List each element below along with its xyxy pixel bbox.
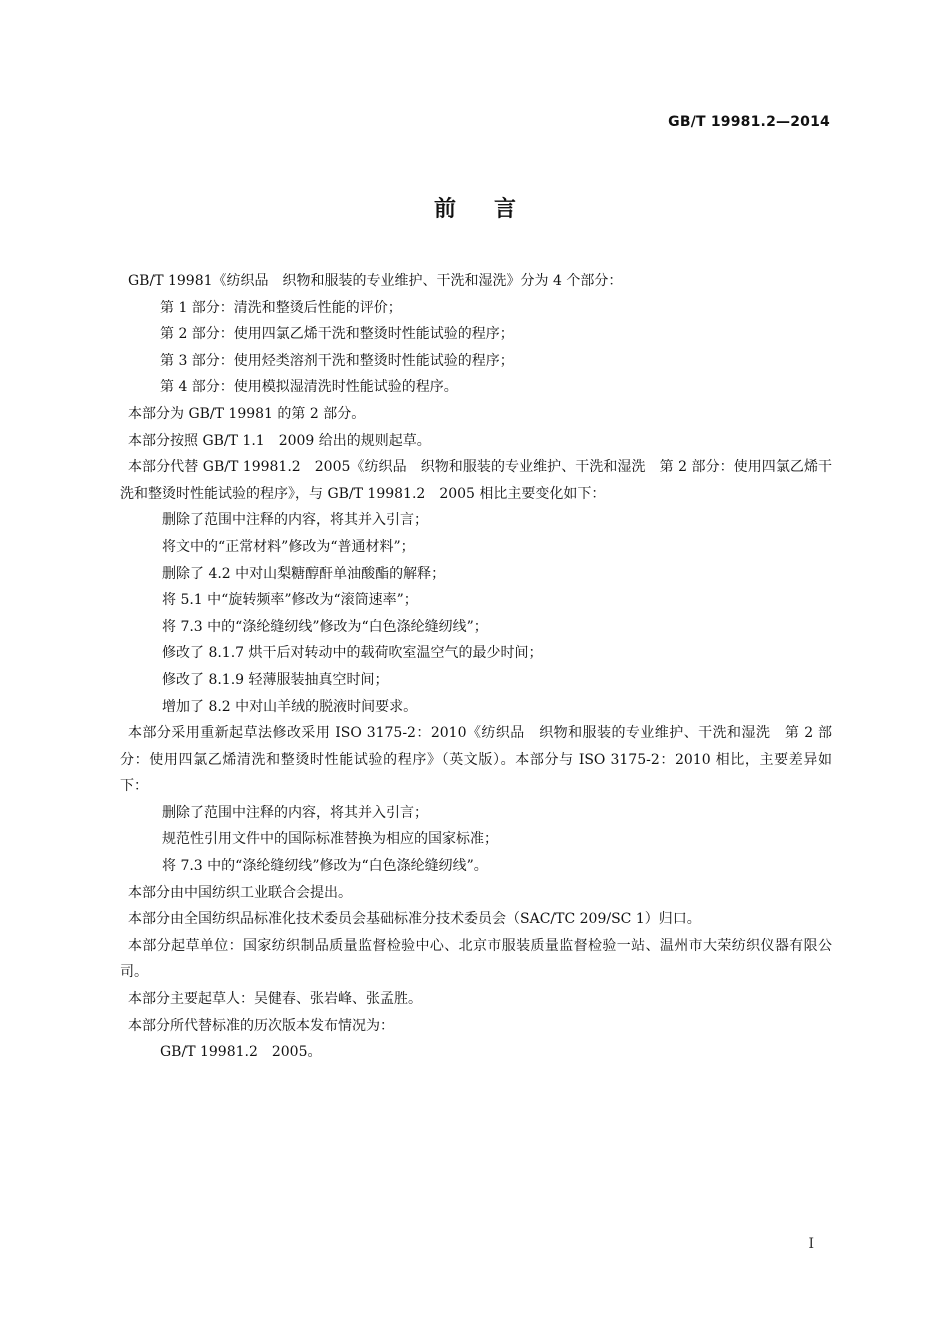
list-item: 删除了范围中注释的内容，将其并入引言； — [162, 804, 428, 821]
list-item: 修改了 8.1.9 轻薄服装抽真空时间； — [162, 671, 389, 688]
paragraph-iso-adoption: 本部分采用重新起草法修改采用 ISO 3175-2：2010《纺织品 织物和服装的专业维护、干洗和湿洗 第 2 部分：使用四氯乙烯清洗和整烫时性能试验的程序》（英文版）。本部分与 ISO 3175-2：2010 相比，主要差异如下： — [120, 725, 832, 795]
list-item: 规范性引用文件中的国际标准替换为相应的国家标准； — [162, 831, 498, 848]
paragraph-centralized-management: 本部分由全国纺织品标准化技术委员会基础标准分技术委员会（SAC/TC 209/SC 1）归口。 — [128, 911, 701, 928]
paragraph-version-history: 本部分所代替标准的历次版本发布情况为： — [128, 1017, 394, 1034]
list-item: 将 5.1 中“旋转频率”修改为“滚筒速率”； — [162, 592, 418, 609]
page-title: 前言 — [433, 197, 554, 222]
standard-number-header: GB/T 19981.2—2014 — [668, 114, 830, 130]
list-item: 第 4 部分：使用模拟湿清洗时性能试验的程序。 — [160, 379, 458, 396]
list-item: 将文中的“正常材料”修改为“普通材料”； — [162, 538, 415, 555]
foreword-body — [122, 268, 832, 1066]
list-item: GB/T 19981.2 2005。 — [160, 1044, 322, 1061]
list-item: 将 7.3 中的“涤纶缝纫线”修改为“白色涤纶缝纫线”； — [162, 618, 488, 635]
paragraph-drafters: 本部分主要起草人：吴健春、张岩峰、张孟胜。 — [128, 991, 422, 1008]
list-item: 增加了 8.2 中对山羊绒的脱液时间要求。 — [162, 698, 418, 715]
list-item: 第 3 部分：使用烃类溶剂干洗和整烫时性能试验的程序； — [160, 352, 514, 369]
list-item: 第 1 部分：清洗和整烫后性能的评价； — [160, 299, 402, 316]
page-number: I — [808, 1236, 814, 1252]
list-item: 将 7.3 中的“涤纶缝纫线”修改为“白色涤纶缝纫线”。 — [162, 858, 488, 875]
paragraph-proposer: 本部分由中国纺织工业联合会提出。 — [128, 884, 352, 901]
paragraph-drafting-rules: 本部分按照 GB/T 1.1 2009 给出的规则起草。 — [128, 432, 431, 449]
paragraph-replacement: 本部分代替 GB/T 19981.2 2005《纺织品 织物和服装的专业维护、干洗和湿洗 第 2 部分：使用四氯乙烯干洗和整烫时性能试验的程序》，与 GB/T 19981.2 2005 相比主要变化如下： — [120, 459, 832, 502]
list-item: 第 2 部分：使用四氯乙烯干洗和整烫时性能试验的程序； — [160, 326, 514, 343]
list-item: 删除了范围中注释的内容，将其并入引言； — [162, 512, 428, 529]
list-item: 修改了 8.1.7 烘干后对转动中的载荷吹室温空气的最少时间； — [162, 645, 543, 662]
list-item: 删除了 4.2 中对山梨糖醇酐单油酸酯的解释； — [162, 565, 446, 582]
paragraph-part-statement: 本部分为 GB/T 19981 的第 2 部分。 — [128, 405, 366, 422]
paragraph-drafting-units: 本部分起草单位：国家纺织制品质量监督检验中心、北京市服装质量监督检验一站、温州市大荣纺织仪器有限公司。 — [120, 937, 832, 981]
paragraph-parts-intro: GB/T 19981《纺织品 织物和服装的专业维护、干洗和湿洗》分为 4 个部分： — [128, 273, 623, 289]
